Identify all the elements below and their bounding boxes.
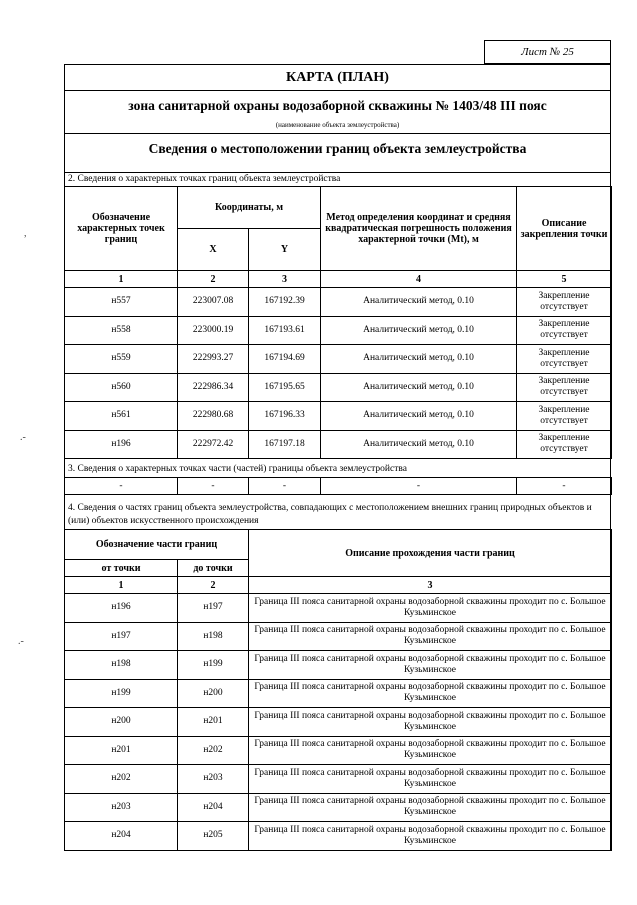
scan-mark: ,: [24, 228, 27, 239]
table-row: [65, 765, 612, 794]
to-point: н202: [178, 736, 249, 765]
sheet-number: Лист № 25: [484, 40, 611, 64]
col-number: 1: [65, 577, 178, 594]
method-value: Аналитический метод, 0.10: [321, 430, 517, 459]
route-desc: Граница III пояса санитарной охраны водозаборной скважины проходит по с. Большое Кузьминское: [249, 622, 612, 651]
boundary-parts-table: [64, 529, 612, 851]
empty-cell: -: [517, 478, 612, 495]
table-row: [65, 736, 612, 765]
coord-x: 223000.19: [178, 316, 249, 345]
object-caption: (наименование объекта землеустройства): [275, 121, 400, 129]
col-number: 1: [65, 271, 178, 288]
col-number: 4: [321, 271, 517, 288]
to-point: н204: [178, 793, 249, 822]
route-desc: Граница III пояса санитарной охраны водозаборной скважины проходит по с. Большое Кузьминское: [249, 822, 612, 851]
coord-x: 222972.42: [178, 430, 249, 459]
col-part-header: Обозначение части границ: [65, 530, 249, 560]
from-point: н200: [65, 708, 178, 737]
table-row: [65, 708, 612, 737]
route-desc: Граница III пояса санитарной охраны водозаборной скважины проходит по с. Большое Кузьминское: [249, 793, 612, 822]
route-desc: Граница III пояса санитарной охраны водозаборной скважины проходит по с. Большое Кузьминское: [249, 651, 612, 680]
from-point: н199: [65, 679, 178, 708]
col-number: 2: [178, 577, 249, 594]
from-point: н197: [65, 622, 178, 651]
table-row: [65, 822, 612, 851]
point-id: н196: [65, 430, 178, 459]
col-to-header: до точки: [178, 560, 249, 577]
section4-title: 4. Сведения о частях границ объекта землеустройства, совпадающих с местоположением внешних границ природных объектов и (или) объектов искусственного происхождения: [68, 503, 592, 526]
to-point: н199: [178, 651, 249, 680]
scan-mark: .-: [20, 432, 26, 443]
table-row: [65, 594, 612, 623]
route-desc: Граница III пояса санитарной охраны водозаборной скважины проходит по с. Большое Кузьминское: [249, 594, 612, 623]
to-point: н203: [178, 765, 249, 794]
point-id: н559: [65, 345, 178, 374]
fixing-desc: Закрепление отсутствует: [517, 288, 612, 317]
to-point: н197: [178, 594, 249, 623]
fixing-desc: Закрепление отсутствует: [517, 345, 612, 374]
method-value: Аналитический метод, 0.10: [321, 316, 517, 345]
coord-x: 222993.27: [178, 345, 249, 374]
col-x-header: X: [178, 229, 249, 271]
divider: [64, 90, 611, 91]
empty-cell: -: [249, 478, 321, 495]
from-point: н203: [65, 793, 178, 822]
col-desc-header: Описание закрепления точки: [517, 187, 612, 271]
route-desc: Граница III пояса санитарной охраны водозаборной скважины проходит по с. Большое Кузьминское: [249, 736, 612, 765]
route-desc: Граница III пояса санитарной охраны водозаборной скважины проходит по с. Большое Кузьминское: [249, 708, 612, 737]
method-value: Аналитический метод, 0.10: [321, 288, 517, 317]
to-point: н198: [178, 622, 249, 651]
to-point: н205: [178, 822, 249, 851]
method-value: Аналитический метод, 0.10: [321, 345, 517, 374]
col-number: 3: [249, 577, 612, 594]
empty-cell: -: [65, 478, 178, 495]
table-row: [65, 316, 612, 345]
empty-cell: -: [321, 478, 517, 495]
method-value: Аналитический метод, 0.10: [321, 402, 517, 431]
table-row: [65, 651, 612, 680]
col-from-header: от точки: [65, 560, 178, 577]
table-row: [65, 430, 612, 459]
coord-y: 167192.39: [249, 288, 321, 317]
coord-y: 167193.61: [249, 316, 321, 345]
coord-y: 167195.65: [249, 373, 321, 402]
fixing-desc: Закрепление отсутствует: [517, 430, 612, 459]
table-row: [65, 288, 612, 317]
to-point: н201: [178, 708, 249, 737]
col-point-header: Обозначение характерных точек границ: [65, 187, 178, 271]
section2-title: 2. Сведения о характерных точках границ объекта землеустройства: [68, 174, 341, 184]
part-points-table: [64, 477, 612, 495]
point-id: н561: [65, 402, 178, 431]
scan-mark: .-: [18, 636, 24, 647]
section3-title: 3. Сведения о характерных точках части (частей) границы объекта землеустройства: [68, 464, 407, 474]
coord-x: 222986.34: [178, 373, 249, 402]
from-point: н201: [65, 736, 178, 765]
table-row: [65, 622, 612, 651]
col-method-header: Метод определения координат и средняя квадратическая погрешность положения характерной точки (Mt), м: [321, 187, 517, 271]
coord-x: 222980.68: [178, 402, 249, 431]
col-route-header: Описание прохождения части границ: [249, 530, 612, 577]
col-number: 5: [517, 271, 612, 288]
coord-x: 223007.08: [178, 288, 249, 317]
table-row: [65, 345, 612, 374]
method-value: Аналитический метод, 0.10: [321, 373, 517, 402]
coord-y: 167196.33: [249, 402, 321, 431]
from-point: н202: [65, 765, 178, 794]
route-desc: Граница III пояса санитарной охраны водозаборной скважины проходит по с. Большое Кузьминское: [249, 765, 612, 794]
divider: [64, 133, 611, 134]
col-coords-header: Координаты, м: [178, 187, 321, 229]
map-title: КАРТА (ПЛАН): [286, 70, 389, 85]
table-row: [65, 373, 612, 402]
fixing-desc: Закрепление отсутствует: [517, 402, 612, 431]
coord-y: 167194.69: [249, 345, 321, 374]
col-number: 3: [249, 271, 321, 288]
col-y-header: Y: [249, 229, 321, 271]
main-heading: Сведения о местоположении границ объекта землеустройства: [148, 141, 527, 156]
to-point: н200: [178, 679, 249, 708]
point-id: н558: [65, 316, 178, 345]
fixing-desc: Закрепление отсутствует: [517, 373, 612, 402]
point-id: н557: [65, 288, 178, 317]
from-point: н196: [65, 594, 178, 623]
table-row: [65, 402, 612, 431]
from-point: н198: [65, 651, 178, 680]
empty-cell: -: [178, 478, 249, 495]
route-desc: Граница III пояса санитарной охраны водозаборной скважины проходит по с. Большое Кузьминское: [249, 679, 612, 708]
col-number: 2: [178, 271, 249, 288]
table-row: [65, 679, 612, 708]
fixing-desc: Закрепление отсутствует: [517, 316, 612, 345]
from-point: н204: [65, 822, 178, 851]
coord-y: 167197.18: [249, 430, 321, 459]
table-row: [65, 793, 612, 822]
object-title: зона санитарной охраны водозаборной скважины № 1403/48 III пояс: [128, 98, 547, 113]
points-table: [64, 186, 612, 459]
point-id: н560: [65, 373, 178, 402]
divider: [64, 172, 611, 173]
